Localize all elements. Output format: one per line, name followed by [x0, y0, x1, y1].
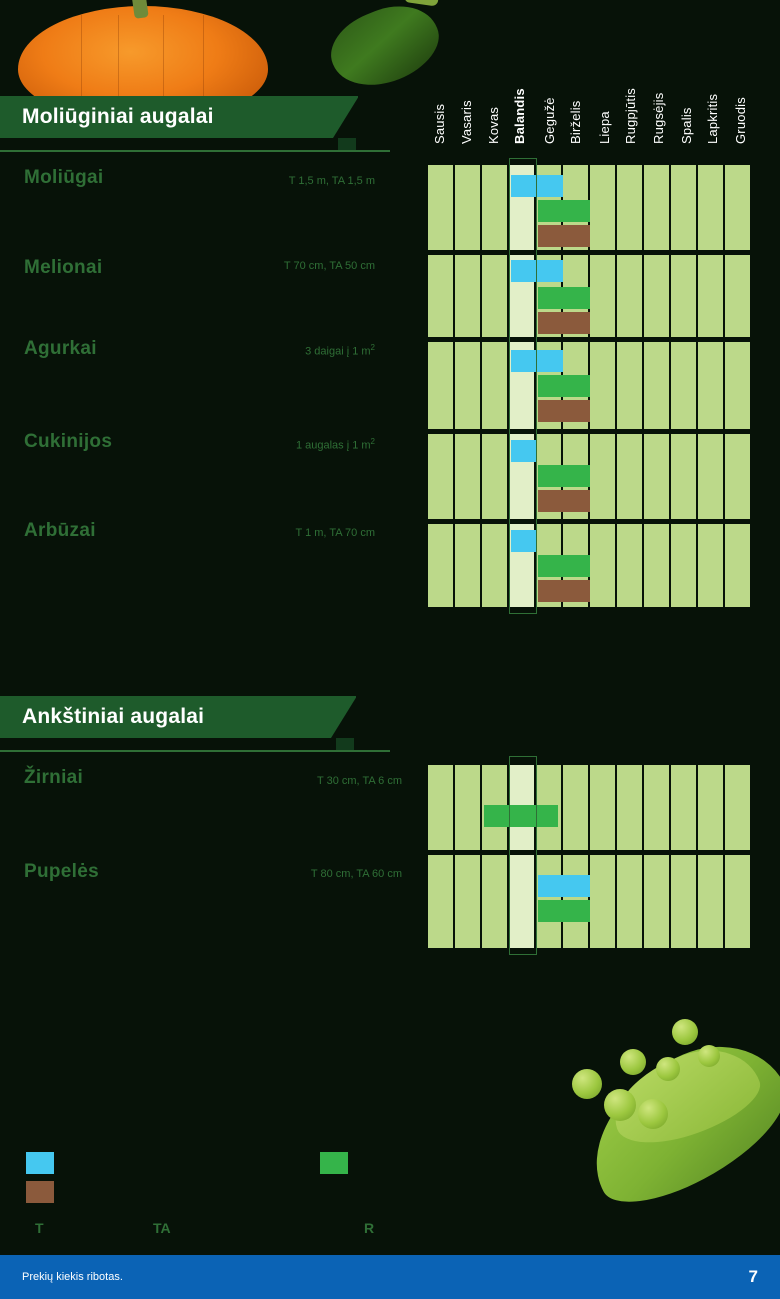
plant-spec-agurkai [180, 343, 375, 358]
grid2-col-gruodis [725, 765, 750, 948]
plant-spec-cukinijos [180, 437, 375, 452]
calendar-grid-section-2 [428, 765, 750, 948]
grid-row-sep-4 [428, 519, 750, 524]
bar-agurkai-TA [538, 400, 590, 422]
plant-name-cukinijos: Cukinijos [24, 431, 113, 452]
plant-spec-arbuzai: T 1 m, TA 70 cm [295, 527, 375, 539]
grid2-col-rugpjutis [617, 765, 642, 948]
bar-pupeles-T [538, 875, 590, 897]
bar-cukinijos-R [538, 465, 590, 487]
grid2-col-spalis [671, 765, 696, 948]
legend-swatch-sowing-outdoors [26, 1181, 54, 1203]
zucchini-image [321, 0, 450, 100]
footer-note: Prekių kiekis ribotas. [22, 1271, 123, 1283]
bar-moliugai-TA [538, 225, 590, 247]
month-label-birzelis: Birželis [568, 100, 583, 144]
grid2-col-lapkritis [698, 765, 723, 948]
section-title-2: Ankštiniai augalai [22, 705, 205, 728]
plant-spec-melionai: T 70 cm, TA 50 cm [283, 260, 375, 272]
plant-name-arbuzai: Arbūzai [24, 520, 96, 541]
month-label-balandis: Balandis [512, 88, 527, 144]
section-2-rule [0, 750, 390, 752]
month-label-rugsejis: Rugsėjis [651, 92, 666, 144]
section-banner-1 [0, 96, 358, 138]
bar-melionai-TA [538, 312, 590, 334]
bar-arbuzai-R [538, 555, 590, 577]
grid-col-vasaris [455, 165, 480, 607]
grid-row-sep-1 [428, 250, 750, 255]
grid2-col-sausis [428, 765, 453, 948]
month-label-rugpjutis: Rugpjūtis [623, 88, 638, 144]
plant-name-melionai: Melionai [24, 257, 103, 278]
bar-arbuzai-TA [538, 580, 590, 602]
month-label-vasaris: Vasaris [459, 100, 474, 144]
plant-spec-moliugai: T 1,5 m, TA 1,5 m [288, 175, 375, 187]
plant-name-zirniai: Žirniai [24, 767, 84, 788]
section-title-1: Moliūginiai augalai [22, 105, 214, 128]
grid-col-gruodis [725, 165, 750, 607]
month-label-lapkritis: Lapkritis [705, 93, 720, 144]
bar-pupeles-R [538, 900, 590, 922]
grid-col-kovas [482, 165, 507, 607]
plant-spec-pupeles: T 80 cm, TA 60 cm [310, 868, 402, 880]
highlight-month-balandis-2 [509, 756, 537, 955]
plant-spec-cukinijos-sup: 2 [370, 437, 375, 446]
plant-spec-cukinijos-text: 1 augalas į 1 m [295, 439, 371, 452]
month-label-kovas: Kovas [486, 106, 501, 144]
grid2-col-kovas [482, 765, 507, 948]
section-1-rule [0, 150, 390, 152]
legend-swatch-harvest [320, 1152, 348, 1174]
section-banner-2 [0, 696, 356, 738]
month-label-sausis: Sausis [432, 103, 447, 144]
grid2-col-vasaris [455, 765, 480, 948]
highlight-month-balandis-1 [509, 158, 537, 614]
legend-label-r: R [364, 1220, 375, 1236]
peapod-image [560, 991, 780, 1181]
plant-name-pupeles: Pupelės [24, 861, 99, 882]
plant-spec-agurkai-text: 3 daigai į 1 m [305, 345, 371, 358]
page-number: 7 [748, 1267, 758, 1286]
month-label-geguze: Gegužė [542, 97, 557, 144]
bar-agurkai-R [538, 375, 590, 397]
plant-spec-zirniai: T 30 cm, TA 6 cm [317, 775, 402, 787]
grid-col-spalis [671, 165, 696, 607]
grid-col-liepa [590, 165, 615, 607]
legend-swatch-sowing-indoors [26, 1152, 54, 1174]
calendar-grid-section-1 [428, 165, 750, 607]
month-label-spalis: Spalis [679, 107, 694, 144]
plant-name-moliugai: Moliūgai [24, 167, 104, 188]
plant-name-agurkai: Agurkai [24, 338, 97, 359]
bar-melionai-R [538, 287, 590, 309]
page-footer [0, 1255, 780, 1299]
month-label-liepa: Liepa [597, 111, 612, 144]
grid2-row-sep-1 [428, 850, 750, 855]
legend-label-t: T [35, 1220, 44, 1236]
grid-col-rugpjutis [617, 165, 642, 607]
month-label-gruodis: Gruodis [733, 97, 748, 144]
bar-moliugai-R [538, 200, 590, 222]
grid-col-rugsejis [644, 165, 669, 607]
bar-cukinijos-TA [538, 490, 590, 512]
grid-col-sausis [428, 165, 453, 607]
grid-row-sep-3 [428, 429, 750, 434]
grid2-col-rugsejis [644, 765, 669, 948]
grid-row-sep-2 [428, 337, 750, 342]
grid2-col-liepa [590, 765, 615, 948]
legend-label-ta: TA [153, 1220, 171, 1236]
grid-col-lapkritis [698, 165, 723, 607]
plant-spec-agurkai-sup: 2 [370, 343, 375, 352]
